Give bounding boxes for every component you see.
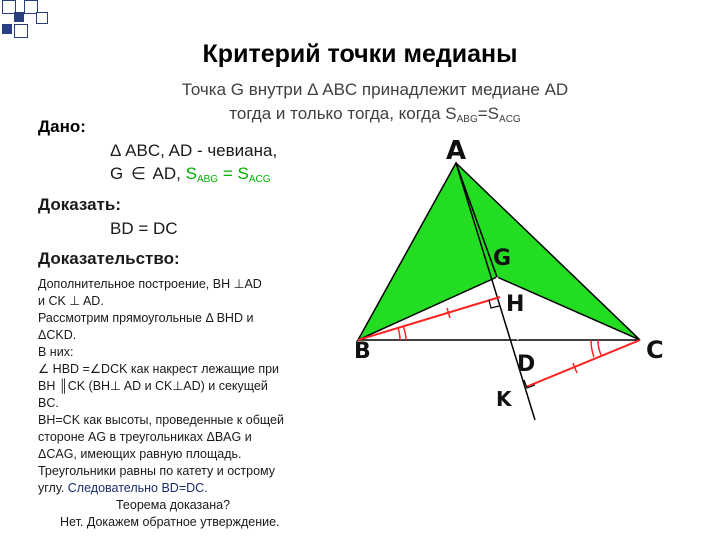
proof-line: и CK ⊥ AD. [38,294,104,308]
right-angle-h [489,300,499,308]
label-k: K [496,387,512,411]
perpendicular-ck [526,340,640,387]
proof-line: Рассмотрим прямоугольные Δ BHD и [38,311,254,325]
given-s2-sub: ACG [248,174,271,185]
given-s1-sub: ABG [196,174,219,185]
angle-arc-b-2 [403,326,406,340]
proof-line: BC. [38,396,59,410]
given-g: G [110,164,128,183]
proof-line: Дополнительное построение, BH ⊥AD [38,277,262,291]
label-d: D [517,352,536,377]
proof-answer: Нет. Докажем обратное утверждение. [60,515,280,529]
proof-line: ΔCAG, имеющих равную площадь. [38,447,242,461]
label-a: A [446,136,467,166]
angle-arc-b-1 [398,328,400,340]
proof-line: ΔCKD. [38,328,77,342]
label-b: B [354,339,371,364]
proof-line: стороне AG в треугольниках ΔBAG и [38,430,252,444]
theorem-sub-1: ABG [456,114,478,125]
label-h: H [506,292,525,317]
proof-line: BH ║CK (BH⊥ AD и CK⊥AD) и секущей [38,379,268,393]
theorem-text: тогда и только тогда, когда S [229,104,457,123]
proof-line: В них: [38,345,74,359]
triangle-diagram [340,125,720,425]
proof-question: Теорема доказана? [116,498,231,512]
angle-arc-c-1 [598,340,601,355]
prove-label: Доказать: [38,195,121,214]
corner-square-4 [2,24,12,34]
corner-square-5 [14,24,28,38]
theorem-eq: =S [477,104,500,123]
proof-line: BH=CK как высоты, проведенные к общей [38,413,284,427]
element-of-symbol: ∈ [130,164,146,183]
proof-body [38,276,338,531]
page-title: Критерий точки медианы [202,40,518,68]
given-label: Дано: [38,117,86,136]
given-line-1: Δ ABC, AD - чевиана, [110,141,278,160]
corner-square-2 [14,12,24,22]
theorem-line-1: Точка G внутри Δ ABC принадлежит медиане AD [181,80,569,99]
corner-square-6 [36,12,48,24]
angle-arc-c-2 [591,340,594,357]
given-ad: AD, [148,164,186,183]
proof-line [38,480,338,497]
theorem-sub-2: ACG [499,114,521,125]
label-g: G [493,246,512,271]
prove-statement: BD = DC [110,219,178,238]
proof-conclusion: Следовательно BD=DC. [67,481,208,495]
label-c: C [646,336,664,364]
proof-line: Треугольники равны по катету и острому [38,464,276,478]
given-line-2 [110,164,270,185]
given-eq: = S [218,164,249,183]
given-s1: S [185,164,197,183]
proof-line-text: углу. [38,481,68,495]
theorem-line-2 [110,104,640,125]
proof-line: ∠ HBD =∠DCK как накрест лежащие при [38,362,280,376]
proof-label: Доказательство: [38,249,180,268]
given-area-equality [186,164,271,183]
